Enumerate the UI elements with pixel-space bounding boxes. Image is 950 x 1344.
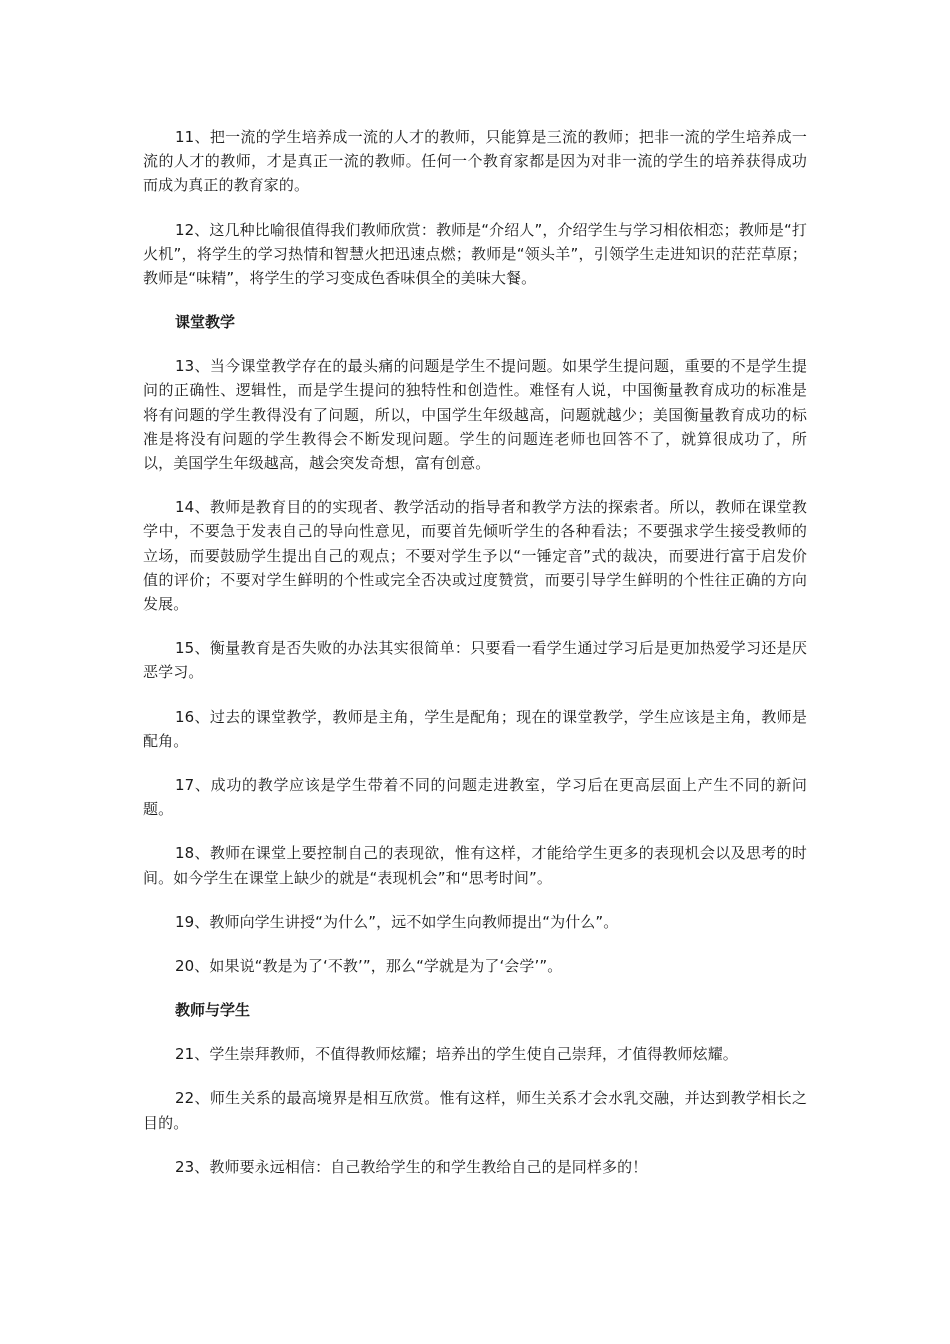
paragraph-22: 22、师生关系的最高境界是相互欣赏。惟有这样，师生关系才会水乳交融，并达到教学相长之目的。 bbox=[143, 1089, 807, 1132]
section-heading-teacher-and-student: 教师与学生 bbox=[175, 1001, 251, 1020]
paragraph-16: 16、过去的课堂教学，教师是主角，学生是配角；现在的课堂教学，学生应该是主角，教师是配角。 bbox=[143, 707, 807, 750]
paragraph-17: 17、成功的教学应该是学生带着不同的问题走进教室，学习后在更高层面上产生不同的新问题。 bbox=[143, 776, 807, 819]
section-heading-classroom-teaching: 课堂教学 bbox=[175, 313, 236, 332]
paragraph-23: 23、教师要永远相信：自己教给学生的和学生教给自己的是同样多的！ bbox=[175, 1157, 648, 1176]
document-body bbox=[143, 125, 807, 1199]
paragraph-15: 15、衡量教育是否失败的办法其实很简单：只要看一看学生通过学习后是更加热爱学习还是厌恶学习。 bbox=[143, 639, 807, 682]
paragraph-11: 11、把一流的学生培养成一流的人才的教师，只能算是三流的教师；把非一流的学生培养成一流的人才的教师，才是真正一流的教师。任何一个教育家都是因为对非一流的学生的培养获得成功而成为真正的教育家的。 bbox=[143, 128, 807, 195]
paragraph-14: 14、教师是教育目的的实现者、教学活动的指导者和教学方法的探索者。所以，教师在课堂教学中，不要急于发表自己的导向性意见，而要首先倾听学生的各种看法；不要强求学生接受教师的立场，而要鼓励学生提出自己的观点；不要对学生予以“一锤定音”式的裁决，而要进行富于启发价值的评价；不要对学生鲜明的个性或完全否决或过度赞赏，而要引导学生鲜明的个性往正确的方向发展。 bbox=[143, 498, 807, 614]
paragraph-13: 13、当今课堂教学存在的最头痛的问题是学生不提问题。如果学生提问题，重要的不是学生提问的正确性、逻辑性，而是学生提问的独特性和创造性。难怪有人说，中国衡量教育成功的标准是将有问题的学生教得没有了问题，所以，中国学生年级越高，问题就越少；美国衡量教育成功的标准是将没有问题的学生教得会不断发现问题。学生的问题连老师也回答不了，就算很成功了，所以，美国学生年级越高，越会突发奇想，富有创意。 bbox=[143, 357, 807, 473]
paragraph-12: 12、这几种比喻很值得我们教师欣赏：教师是“介绍人”，介绍学生与学习相依相恋；教师是“打火机”，将学生的学习热情和智慧火把迅速点燃；教师是“领头羊”，引领学生走进知识的茫茫草原；教师是“味精”，将学生的学习变成色香味俱全的美味大餐。 bbox=[143, 220, 807, 288]
paragraph-21: 21、学生崇拜教师，不值得教师炫耀；培养出的学生使自己崇拜，才值得教师炫耀。 bbox=[175, 1045, 738, 1064]
paragraph-19: 19、教师向学生讲授“为什么”，远不如学生向教师提出“为什么”。 bbox=[175, 912, 619, 931]
paragraph-20: 20、如果说“教是为了‘不教’”，那么“学就是为了‘会学’”。 bbox=[175, 957, 563, 976]
paragraph-18: 18、教师在课堂上要控制自己的表现欲，惟有这样，才能给学生更多的表现机会以及思考的时间。如今学生在课堂上缺少的就是“表现机会”和“思考时间”。 bbox=[143, 844, 807, 887]
